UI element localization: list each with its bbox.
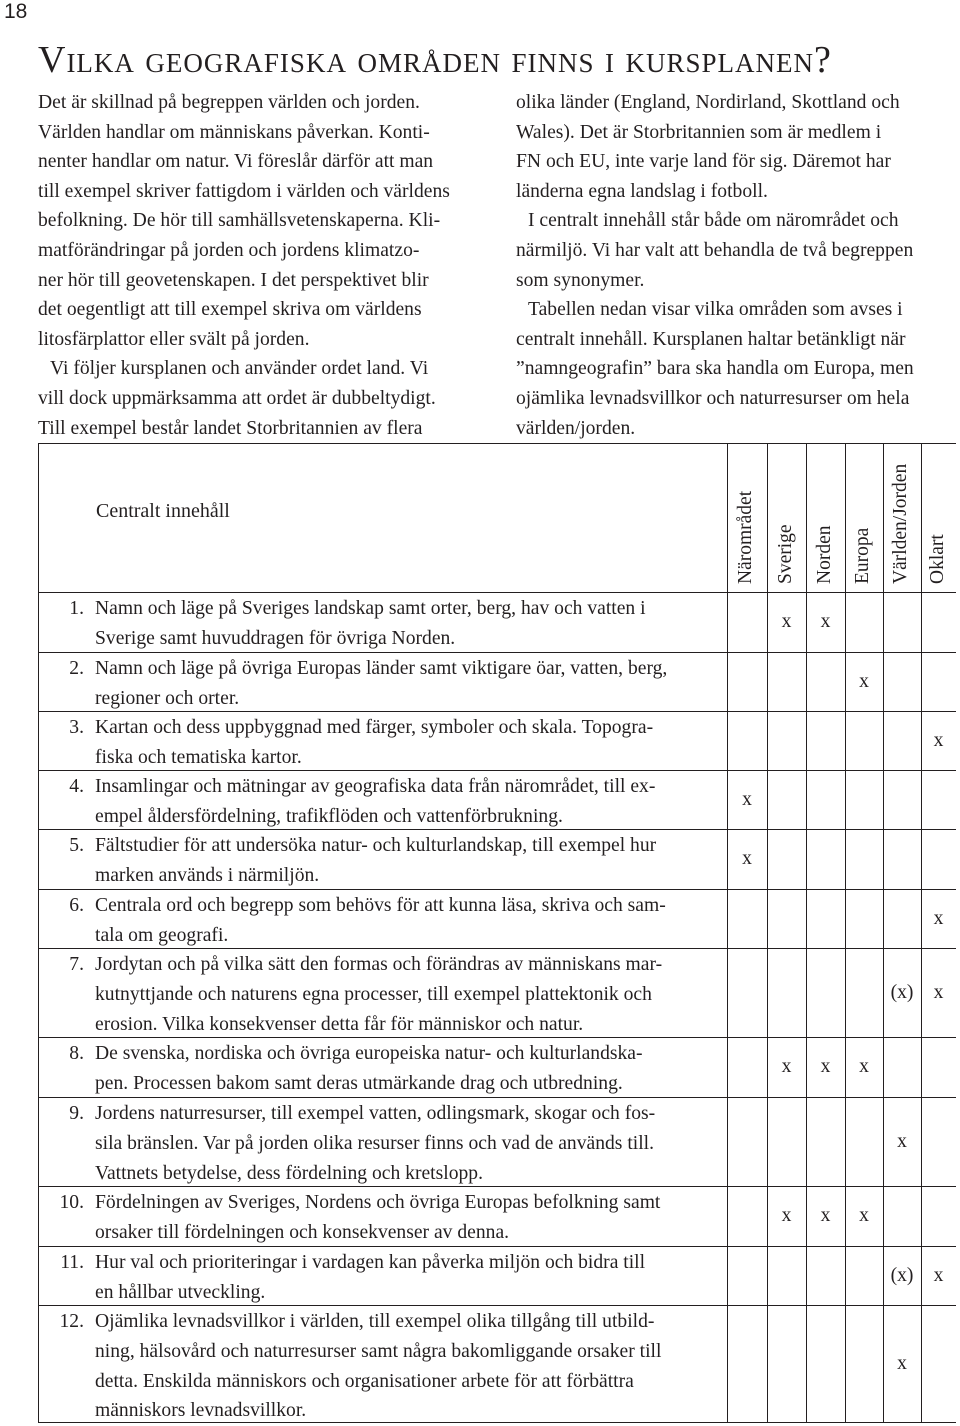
text-line: världen/jorden. bbox=[516, 417, 636, 439]
paragraph bbox=[516, 295, 956, 443]
row-number: 6. bbox=[69, 895, 84, 916]
row-text bbox=[95, 831, 725, 891]
column-divider bbox=[727, 443, 728, 1423]
text-line: FN och EU, inte varje land för sig. Däremot har bbox=[516, 151, 891, 173]
row-divider bbox=[38, 1097, 956, 1098]
row-mark: x bbox=[820, 1205, 831, 1226]
row-mark: x bbox=[859, 670, 869, 692]
text-line: olika länder (England, Nordirland, Skottland och bbox=[516, 92, 900, 113]
column-header: Världen/Jorden bbox=[890, 463, 911, 584]
paragraph bbox=[516, 88, 956, 206]
column-divider bbox=[767, 443, 768, 1423]
paragraph bbox=[516, 206, 956, 295]
text-line: Världen handlar om människans påverkan. Konti- bbox=[38, 121, 430, 143]
row-text-line: ning, hälsovård och naturresurser samt några bakomliggande orsaker till bbox=[95, 1340, 662, 1362]
row-text-line: Fältstudier för att undersöka natur- och kulturlandskap, till exempel hur bbox=[95, 835, 657, 856]
text-line: nenter handlar om natur. Vi föreslår därför att man bbox=[38, 151, 434, 173]
row-text-line: en hållbar utveckling. bbox=[95, 1281, 266, 1303]
row-divider bbox=[38, 1186, 956, 1187]
row-text-line: Kartan och dess uppbyggnad med färger, symboler och skala. Topogra- bbox=[95, 717, 654, 738]
row-text-line: Hur val och prioriteringar i vardagen kan påverka miljön och bidra till bbox=[95, 1252, 646, 1273]
row-text bbox=[95, 772, 725, 832]
row-text bbox=[95, 1039, 725, 1099]
row-text bbox=[95, 713, 725, 773]
row-divider bbox=[38, 711, 956, 712]
row-number: 11. bbox=[60, 1252, 84, 1273]
text-line: Vi följer kursplanen och använder ordet land. Vi bbox=[50, 358, 429, 380]
row-divider bbox=[38, 1037, 956, 1038]
row-text-line: sila bränslen. Var på jorden olika resurser finns och vad de används till. bbox=[95, 1132, 654, 1154]
text-line: centralt innehåll. Kursplanen haltar betänkligt när bbox=[516, 328, 906, 350]
text-line: Tabellen nedan visar vilka områden som avses i bbox=[528, 299, 903, 321]
row-text-line: Jordens naturresurser, till exempel vatten, odlingsmark, skogar och fos- bbox=[95, 1103, 656, 1124]
row-mark: x bbox=[897, 1353, 907, 1374]
row-text-line: Sverige samt huvuddragen för övriga Norden. bbox=[95, 627, 456, 649]
row-mark: (x) bbox=[890, 981, 914, 1003]
text-line: Wales). Det är Storbritannien som är medlem i bbox=[516, 121, 882, 143]
page-number: 18 bbox=[4, 0, 28, 23]
row-text bbox=[95, 594, 725, 654]
row-text-line: erosion. Vilka konsekvenser detta får för människor och natur. bbox=[95, 1013, 584, 1035]
row-text bbox=[95, 1248, 725, 1308]
text-line: Det är skillnad på begreppen världen och jorden. bbox=[38, 92, 420, 113]
row-number: 5. bbox=[69, 835, 84, 856]
row-number: 7. bbox=[69, 954, 84, 975]
row-text bbox=[95, 1307, 725, 1426]
row-text-line: pen. Processen bakom samt deras utmärkande drag och utbredning. bbox=[95, 1072, 623, 1094]
row-text-line: De svenska, nordiska och övriga europeiska natur- och kulturlandska- bbox=[95, 1043, 643, 1064]
row-text-line: Jordytan och på vilka sätt den formas och förändras av människans mar- bbox=[95, 954, 663, 975]
row-text-line: empel åldersfördelning, trafikflöden och vattenförbrukning. bbox=[95, 805, 563, 827]
column-divider bbox=[845, 443, 846, 1423]
row-divider bbox=[38, 770, 956, 771]
text-line: I centralt innehåll står både om närområdet och bbox=[528, 210, 899, 232]
row-divider bbox=[38, 889, 956, 890]
row-number: 12. bbox=[59, 1311, 84, 1332]
row-mark: x bbox=[781, 1056, 792, 1077]
row-divider bbox=[38, 948, 956, 949]
row-number: 9. bbox=[69, 1103, 84, 1124]
row-mark: (x) bbox=[890, 1264, 914, 1286]
column-header: Norden bbox=[813, 525, 835, 584]
row-mark: x bbox=[933, 907, 944, 929]
row-text bbox=[95, 891, 725, 951]
text-line: Till exempel består landet Storbritannien av flera bbox=[38, 417, 423, 439]
text-line: närmiljö. Vi har valt att behandla de två begreppen bbox=[516, 239, 914, 261]
row-mark: x bbox=[933, 1264, 944, 1286]
row-mark: x bbox=[820, 611, 831, 632]
row-text-line: Fördelningen av Sveriges, Nordens och övriga Europas befolkning samt bbox=[95, 1192, 661, 1213]
row-mark: x bbox=[781, 1205, 792, 1226]
row-text-line: Vattnets betydelse, dess fördelning och kretslopp. bbox=[95, 1162, 483, 1184]
row-text-line: människors levnadsvillkor. bbox=[95, 1400, 307, 1422]
paragraph bbox=[38, 88, 478, 354]
row-divider bbox=[38, 652, 956, 653]
row-text-line: marken används i närmiljön. bbox=[95, 864, 320, 886]
left-column bbox=[38, 88, 478, 443]
row-text-line: Namn och läge på övriga Europas länder samt viktigare öar, vatten, berg, bbox=[95, 658, 668, 679]
row-mark: x bbox=[859, 1056, 869, 1077]
row-mark: x bbox=[820, 1056, 831, 1077]
row-number: 2. bbox=[69, 658, 84, 679]
text-line: ”namngeografin” bara ska handla om Europa, men bbox=[516, 358, 914, 380]
row-text-line: Insamlingar och mätningar av geografiska data från närområdet, till ex- bbox=[95, 776, 656, 797]
row-number: 1. bbox=[69, 598, 84, 619]
column-divider bbox=[806, 443, 807, 1423]
row-text bbox=[95, 654, 725, 714]
row-text-line: regioner och orter. bbox=[95, 687, 240, 709]
text-line: ojämlika levnadsvillkor och naturresurser om hela bbox=[516, 387, 910, 409]
row-text-line: detta. Enskilda människors och organisationer arbete för att förbättra bbox=[95, 1370, 634, 1392]
right-column bbox=[516, 88, 956, 443]
row-number: 8. bbox=[69, 1043, 84, 1064]
row-divider bbox=[38, 592, 956, 593]
row-text bbox=[95, 1099, 725, 1188]
row-mark: x bbox=[742, 788, 752, 810]
row-mark: x bbox=[933, 729, 944, 751]
column-header: Sverige bbox=[774, 524, 796, 584]
row-text-line: Centrala ord och begrepp som behövs för att kunna läsa, skriva och sam- bbox=[95, 895, 666, 916]
row-text bbox=[95, 1188, 725, 1248]
row-number: 10. bbox=[59, 1192, 84, 1213]
row-mark: x bbox=[781, 611, 792, 632]
page-title: Vilka geografiska områden finns i kursplanen? bbox=[38, 39, 832, 81]
row-text-line: tala om geografi. bbox=[95, 924, 229, 946]
text-line: ner hör till geovetenskapen. I det perspektivet blir bbox=[38, 269, 429, 291]
text-line: det oegentligt att till exempel skriva om världens bbox=[38, 299, 422, 321]
row-text-line: Ojämlika levnadsvillkor i världen, till exempel olika tillgång till utbild- bbox=[95, 1311, 655, 1332]
text-line: till exempel skriver fattigdom i världen och världens bbox=[38, 180, 450, 202]
column-header: Närområdet bbox=[735, 490, 756, 584]
row-mark: x bbox=[933, 981, 944, 1003]
row-number: 4. bbox=[69, 776, 84, 797]
row-mark: x bbox=[742, 848, 752, 869]
text-line: vill dock uppmärksamma att ordet är dubbeltydigt. bbox=[38, 387, 436, 409]
row-divider bbox=[38, 1305, 956, 1306]
row-mark: x bbox=[897, 1130, 907, 1152]
row-text-line: kutnyttjande och naturens egna processer, till exempel plattektonik och bbox=[95, 983, 652, 1005]
row-divider bbox=[38, 829, 956, 830]
text-line: befolkning. De hör till samhällsvetenskaperna. Kli- bbox=[38, 210, 441, 232]
table-bottom-border bbox=[38, 1422, 956, 1423]
text-line: litosfärplattor eller svält på jorden. bbox=[38, 328, 310, 350]
row-number: 3. bbox=[69, 717, 84, 738]
row-mark: x bbox=[859, 1205, 869, 1226]
text-line: matförändringar på jorden och jordens klimatzo- bbox=[38, 239, 420, 261]
column-header: Oklart bbox=[926, 534, 948, 584]
row-text-line: orsaker till fördelningen och konsekvenser av denna. bbox=[95, 1221, 510, 1243]
text-line: länderna egna landslag i fotboll. bbox=[516, 180, 768, 202]
row-text bbox=[95, 950, 725, 1039]
text-line: som synonymer. bbox=[516, 269, 645, 291]
table-title: Centralt innehåll bbox=[96, 500, 230, 522]
row-text-line: Namn och läge på Sveriges landskap samt orter, berg, hav och vatten i bbox=[95, 598, 646, 619]
row-text-line: fiska och tematiska kartor. bbox=[95, 746, 302, 768]
row-divider bbox=[38, 1246, 956, 1247]
paragraph bbox=[38, 354, 478, 443]
column-header: Europa bbox=[852, 527, 873, 584]
